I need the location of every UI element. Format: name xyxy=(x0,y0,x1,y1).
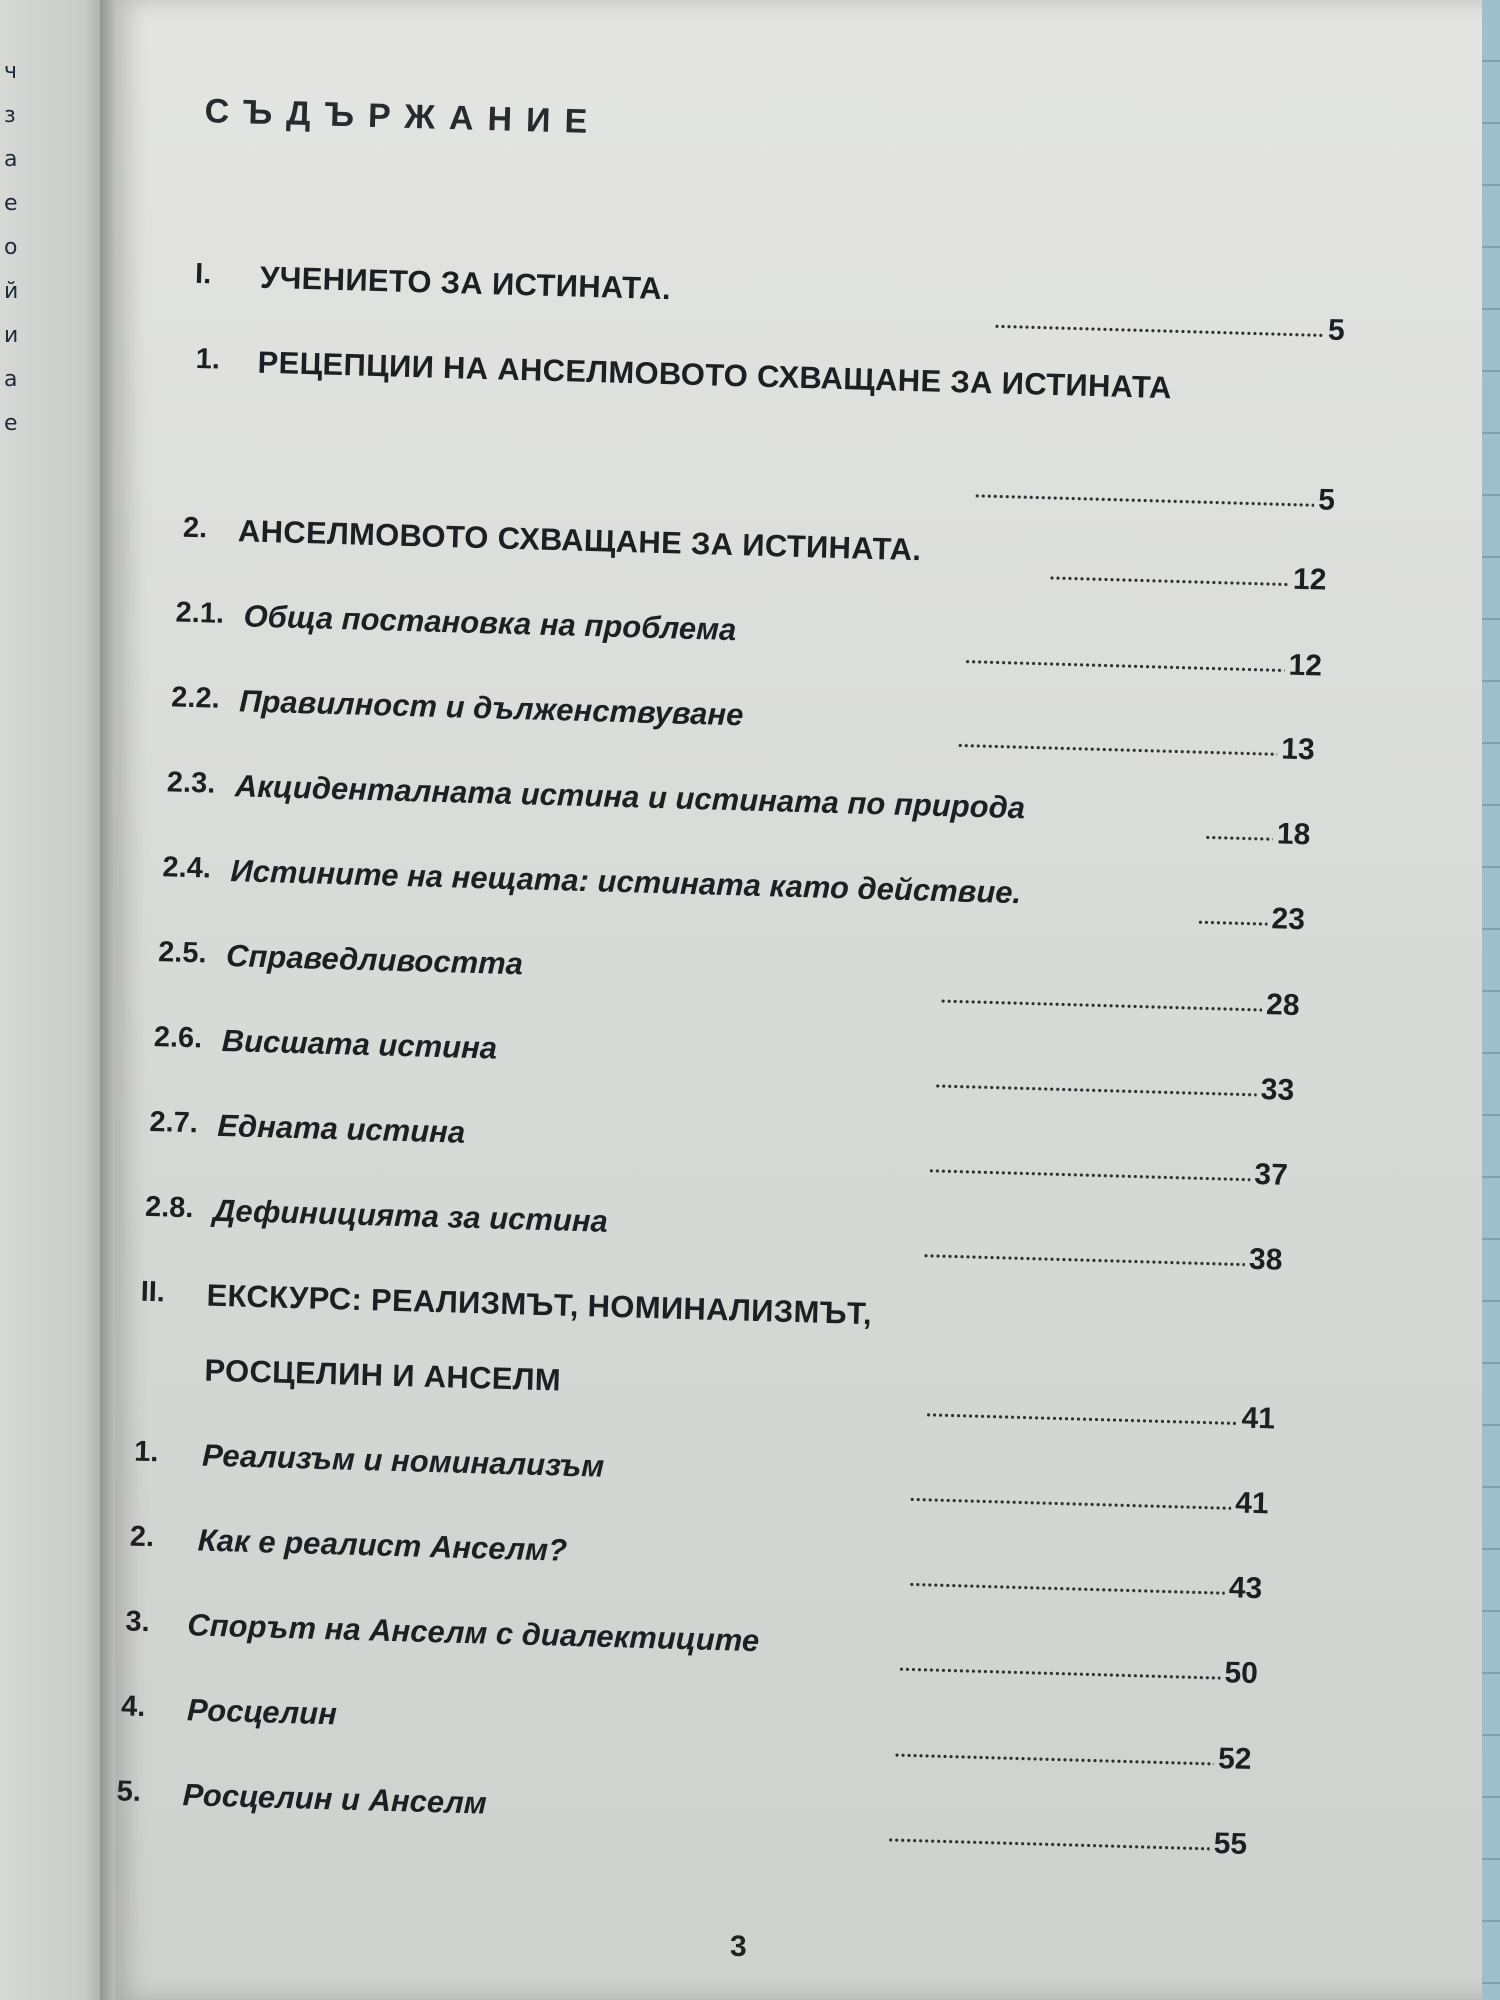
entry-page-number: 38 xyxy=(1248,1242,1283,1277)
dot-leader xyxy=(994,324,1324,337)
entry-number: 2. xyxy=(129,1520,155,1554)
dot-leader xyxy=(1197,920,1267,926)
entry-number: 2.8. xyxy=(144,1190,194,1225)
left-letter: й xyxy=(4,279,19,304)
entry-title: АНСЕЛМОВОТО СХВАЩАНЕ ЗА ИСТИНАТА. xyxy=(237,513,922,568)
page-number: 3 xyxy=(730,1930,747,1963)
entry-number: 2.3. xyxy=(166,766,216,800)
dot-leader xyxy=(926,1413,1238,1426)
dot-leader xyxy=(909,1582,1225,1595)
entry-page-number: 33 xyxy=(1260,1073,1295,1107)
left-letter: а xyxy=(4,367,18,392)
entry-page-number: 5 xyxy=(1327,313,1346,348)
entry-page-number: 28 xyxy=(1265,988,1300,1023)
left-letter: и xyxy=(4,323,19,348)
entry-number: 3. xyxy=(125,1605,151,1639)
entry-number: 2.2. xyxy=(170,681,221,715)
entry-title-line2: РОСЦЕЛИН И АНСЕЛМ xyxy=(204,1352,562,1398)
entry-page-number: 50 xyxy=(1224,1656,1259,1691)
entry-number: 2.5. xyxy=(157,936,207,970)
entry-title: Истините на нещата: истината като действие. xyxy=(230,853,1022,911)
entry-title: Висшата истина xyxy=(221,1022,498,1066)
dot-leader xyxy=(909,1497,1231,1510)
entry-page-number: 18 xyxy=(1276,817,1311,852)
entry-title: Правилност и дълженствуване xyxy=(238,683,744,733)
dot-leader xyxy=(898,1667,1220,1680)
left-letter: е xyxy=(4,411,18,436)
entry-title: Росцелин и Анселм xyxy=(182,1777,488,1821)
entry-page-number: 41 xyxy=(1241,1401,1276,1436)
dot-leader xyxy=(1205,835,1273,841)
toc-title: СЪДЪРЖАНИЕ xyxy=(204,92,602,142)
dot-leader xyxy=(974,494,1314,507)
entry-title: УЧЕНИЕТО ЗА ИСТИНАТА. xyxy=(259,259,672,307)
entry-title: Как е реалист Анселм? xyxy=(197,1522,568,1568)
dot-leader xyxy=(888,1838,1210,1851)
entry-number: II. xyxy=(140,1275,166,1309)
entry-title: РЕЦЕПЦИИ НА АНСЕЛМОВОТО СХВАЩАНЕ ЗА ИСТИНАТА xyxy=(257,344,1173,406)
entry-title: Спорът на Анселм с диалектиците xyxy=(186,1607,760,1659)
dot-leader xyxy=(940,999,1262,1012)
entry-title: Росцелин xyxy=(186,1692,338,1732)
left-letter: з xyxy=(4,103,16,128)
entry-page-number: 52 xyxy=(1217,1742,1252,1776)
dot-leader xyxy=(923,1254,1245,1267)
entry-number: 5. xyxy=(116,1775,142,1809)
entry-number: 2.6. xyxy=(153,1021,203,1055)
entry-number: 2.1. xyxy=(175,596,225,630)
entry-number: 1. xyxy=(133,1435,159,1469)
dot-leader xyxy=(928,1169,1250,1182)
entry-page-number: 41 xyxy=(1234,1486,1270,1521)
entry-number: 4. xyxy=(120,1690,146,1724)
entry-page-number: 37 xyxy=(1253,1157,1289,1192)
left-letter: о xyxy=(4,235,18,260)
dot-leader xyxy=(965,660,1285,673)
dot-leader xyxy=(1049,576,1289,587)
entry-number: I. xyxy=(194,257,212,291)
entry-page-number: 12 xyxy=(1288,648,1323,683)
entry-title: Едната истина xyxy=(216,1107,466,1150)
entry-title: Справедливостта xyxy=(225,938,524,982)
entry-page-number: 12 xyxy=(1292,562,1327,597)
entry-title: Обща постановка на проблема xyxy=(243,598,737,648)
entry-page-number: 23 xyxy=(1271,902,1306,937)
entry-page-number: 5 xyxy=(1317,483,1336,517)
entry-page-number: 55 xyxy=(1213,1826,1248,1861)
entry-title: ЕКСКУРС: РЕАЛИЗМЪТ, НОМИНАЛИЗМЪТ, xyxy=(206,1277,873,1332)
entry-number: 2. xyxy=(182,511,208,545)
dot-leader xyxy=(957,743,1277,756)
dot-leader xyxy=(935,1084,1257,1097)
entry-title: Дефиницията за истина xyxy=(212,1192,609,1239)
entry-page-number: 43 xyxy=(1228,1571,1263,1606)
entry-title: Реализъм и номинализъм xyxy=(201,1437,605,1484)
entry-page-number: 13 xyxy=(1280,732,1316,767)
left-letter: ч xyxy=(4,59,17,84)
left-letter: е xyxy=(4,191,18,216)
entry-number: 1. xyxy=(195,342,221,376)
dot-leader xyxy=(894,1753,1214,1766)
left-letter: а xyxy=(4,147,18,172)
entry-title: Акциденталната истина и истината по природа xyxy=(234,768,1026,826)
entry-number: 2.7. xyxy=(148,1105,199,1140)
entry-number: 2.4. xyxy=(162,851,212,885)
